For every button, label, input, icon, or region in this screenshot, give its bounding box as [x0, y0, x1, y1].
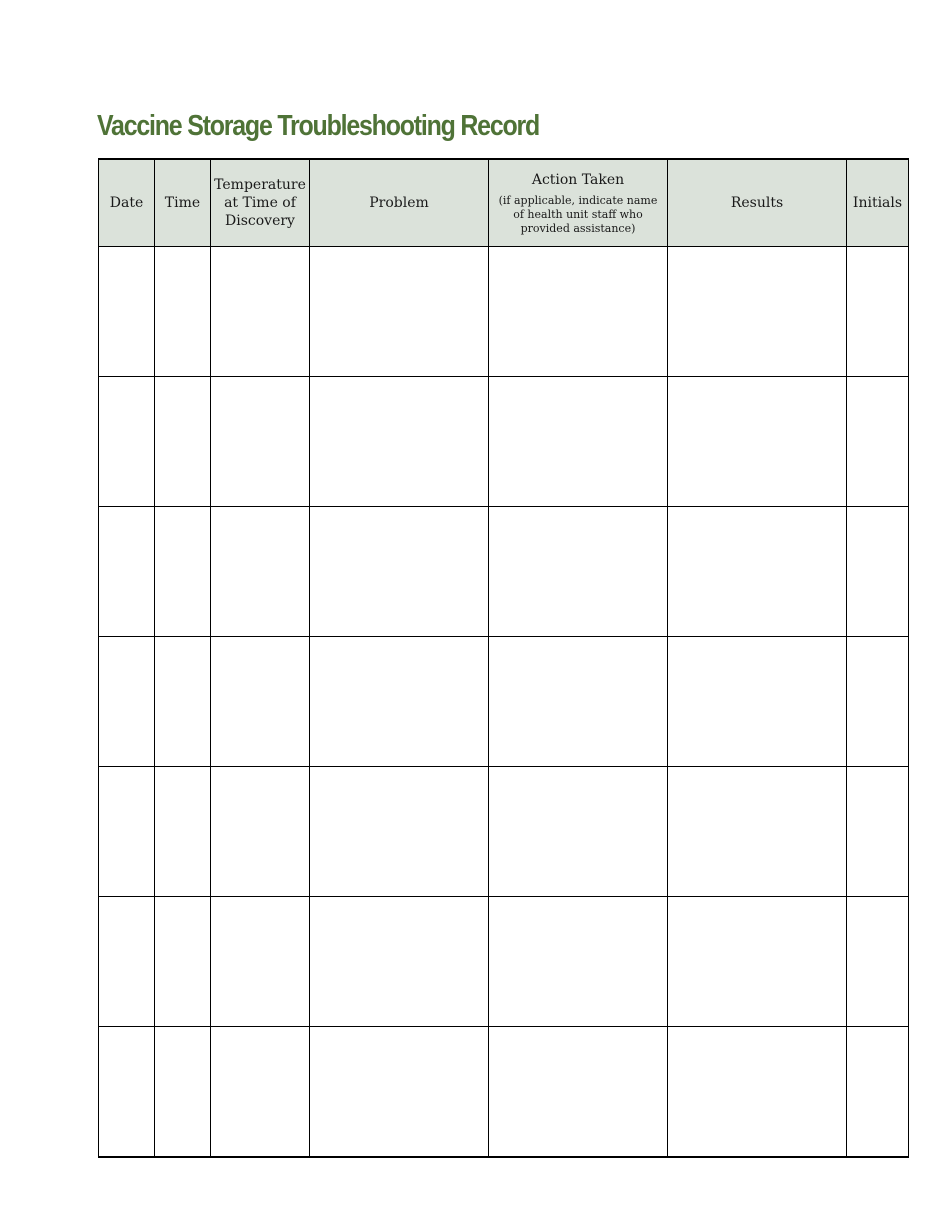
cell-action[interactable] — [489, 247, 668, 377]
cell-problem[interactable] — [310, 247, 489, 377]
cell-action[interactable] — [489, 507, 668, 637]
cell-action[interactable] — [489, 637, 668, 767]
cell-problem[interactable] — [310, 897, 489, 1027]
cell-time[interactable] — [155, 767, 211, 897]
cell-results[interactable] — [668, 637, 847, 767]
troubleshooting-table — [98, 158, 909, 1158]
cell-action[interactable] — [489, 1027, 668, 1158]
cell-initials[interactable] — [847, 377, 909, 507]
cell-temperature[interactable] — [211, 1027, 310, 1158]
cell-time[interactable] — [155, 637, 211, 767]
cell-temperature[interactable] — [211, 897, 310, 1027]
cell-action[interactable] — [489, 897, 668, 1027]
header-problem: Problem — [310, 159, 489, 247]
cell-temperature[interactable] — [211, 767, 310, 897]
cell-initials[interactable] — [847, 1027, 909, 1158]
cell-action[interactable] — [489, 767, 668, 897]
cell-date[interactable] — [99, 507, 155, 637]
cell-date[interactable] — [99, 247, 155, 377]
cell-results[interactable] — [668, 897, 847, 1027]
cell-initials[interactable] — [847, 897, 909, 1027]
cell-initials[interactable] — [847, 507, 909, 637]
cell-time[interactable] — [155, 1027, 211, 1158]
cell-problem[interactable] — [310, 377, 489, 507]
table-row — [99, 897, 909, 1027]
cell-temperature[interactable] — [211, 507, 310, 637]
header-temperature: Temperature at Time of Discovery — [211, 159, 310, 247]
cell-results[interactable] — [668, 767, 847, 897]
cell-date[interactable] — [99, 637, 155, 767]
cell-problem[interactable] — [310, 1027, 489, 1158]
cell-time[interactable] — [155, 507, 211, 637]
cell-results[interactable] — [668, 247, 847, 377]
cell-results[interactable] — [668, 507, 847, 637]
table-row — [99, 767, 909, 897]
header-row — [99, 159, 909, 247]
header-initials: Initials — [847, 159, 909, 247]
table-row — [99, 247, 909, 377]
cell-date[interactable] — [99, 897, 155, 1027]
table-row — [99, 1027, 909, 1158]
cell-problem[interactable] — [310, 637, 489, 767]
cell-time[interactable] — [155, 897, 211, 1027]
header-action-note: (if applicable, indicate name of health unit staff who provided assistance) — [498, 193, 658, 235]
cell-problem[interactable] — [310, 767, 489, 897]
table-row — [99, 507, 909, 637]
cell-results[interactable] — [668, 377, 847, 507]
cell-date[interactable] — [99, 767, 155, 897]
page-title: Vaccine Storage Troubleshooting Record — [97, 110, 540, 142]
table-row — [99, 637, 909, 767]
header-time: Time — [155, 159, 211, 247]
cell-time[interactable] — [155, 247, 211, 377]
header-action-taken — [489, 159, 668, 247]
cell-temperature[interactable] — [211, 377, 310, 507]
cell-date[interactable] — [99, 1027, 155, 1158]
cell-time[interactable] — [155, 377, 211, 507]
cell-problem[interactable] — [310, 507, 489, 637]
cell-temperature[interactable] — [211, 637, 310, 767]
cell-date[interactable] — [99, 377, 155, 507]
record-rows — [99, 247, 909, 1158]
header-results: Results — [668, 159, 847, 247]
cell-initials[interactable] — [847, 767, 909, 897]
header-action-label: Action Taken — [531, 171, 625, 188]
cell-results[interactable] — [668, 1027, 847, 1158]
cell-temperature[interactable] — [211, 247, 310, 377]
header-date: Date — [99, 159, 155, 247]
table-row — [99, 377, 909, 507]
cell-action[interactable] — [489, 377, 668, 507]
cell-initials[interactable] — [847, 247, 909, 377]
cell-initials[interactable] — [847, 637, 909, 767]
